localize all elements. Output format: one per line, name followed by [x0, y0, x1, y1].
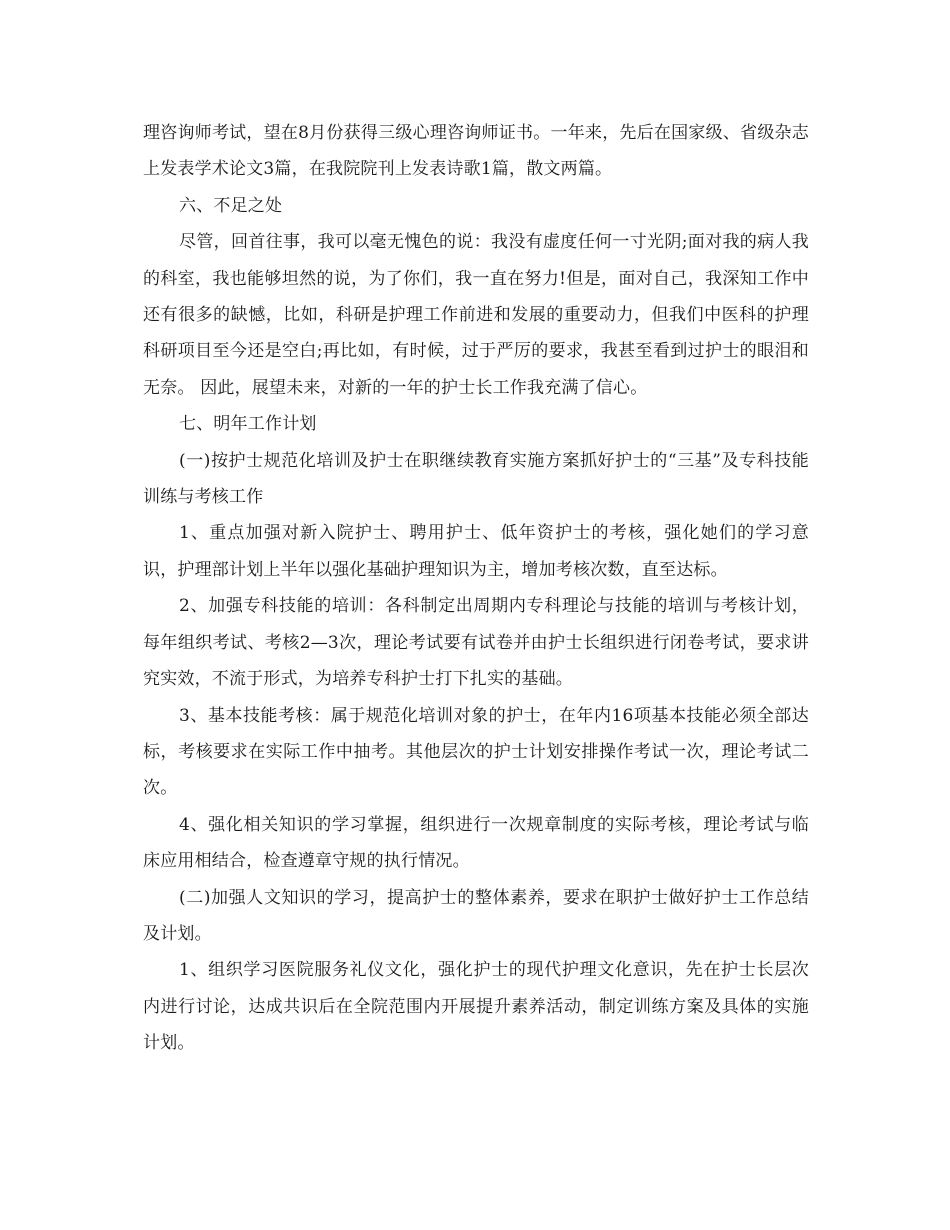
paragraph-shortcomings: 尽管，回首往事，我可以毫无愧色的说：我没有虚度任何一寸光阴;面对我的病人我的科室，我也能够坦然的说，为了你们，我一直在努力!但是，面对自己，我深知工作中还有很多的缺憾，比如，科研是护理工作前进和发展的重要动力，但我们中医科的护理科研项目至今还是空白;再比如，有时候，过于严厉的要求，我甚至看到过护士的眼泪和无奈。 因此，展望未来，对新的一年的护士长工作我充满了信心。	[143, 232, 809, 398]
list-item-service-etiquette: 1、组织学习医院服务礼仪文化，强化护士的现代护理文化意识，先在护士长层次内进行讨论，达成共识后在全院范围内开展提升素养活动，制定训练方案及具体的实施计划。	[143, 960, 809, 1054]
heading-next-year-plan: 七、明年工作计划	[179, 414, 317, 435]
subheading-three-basics-training: (一)按护士规范化培训及护士在职继续教育实施方案抓好护士的“三基”及专科技能训练与考核工作	[143, 450, 809, 508]
paragraph-publications: 理咨询师考试，望在8月份获得三级心理咨询师证书。一年来，先后在国家级、省级杂志上发表学术论文3篇，在我院院刊上发表诗歌1篇，散文两篇。	[143, 123, 809, 180]
list-item-basic-skill-assessment: 3、基本技能考核：属于规范化培训对象的护士，在年内16项基本技能必须全部达标，考核要求在实际工作中抽考。其他层次的护士计划安排操作考试一次，理论考试二次。	[143, 705, 809, 799]
subheading-humanities-learning: (二)加强人文知识的学习，提高护士的整体素养，要求在职护士做好护士工作总结及计划。	[143, 887, 809, 944]
list-item-specialty-skill-training: 2、加强专科技能的培训：各科制定出周期内专科理论与技能的培训与考核计划，每年组织考试、考核2—3次，理论考试要有试卷并由护士长组织进行闭卷考试，要求讲究实效，不流于形式，为培养专科护士打下扎实的基础。	[143, 596, 809, 690]
list-item-new-nurse-assessment: 1、重点加强对新入院护士、聘用护士、低年资护士的考核，强化她们的学习意识，护理部计划上半年以强化基础护理知识为主，增加考核次数，直至达标。	[143, 523, 809, 580]
document-body	[143, 115, 809, 1062]
list-item-regulation-knowledge: 4、强化相关知识的学习掌握，组织进行一次规章制度的实际考核，理论考试与临床应用相结合，检查遵章守规的执行情况。	[143, 814, 809, 872]
heading-shortcomings: 六、不足之处	[179, 195, 283, 216]
